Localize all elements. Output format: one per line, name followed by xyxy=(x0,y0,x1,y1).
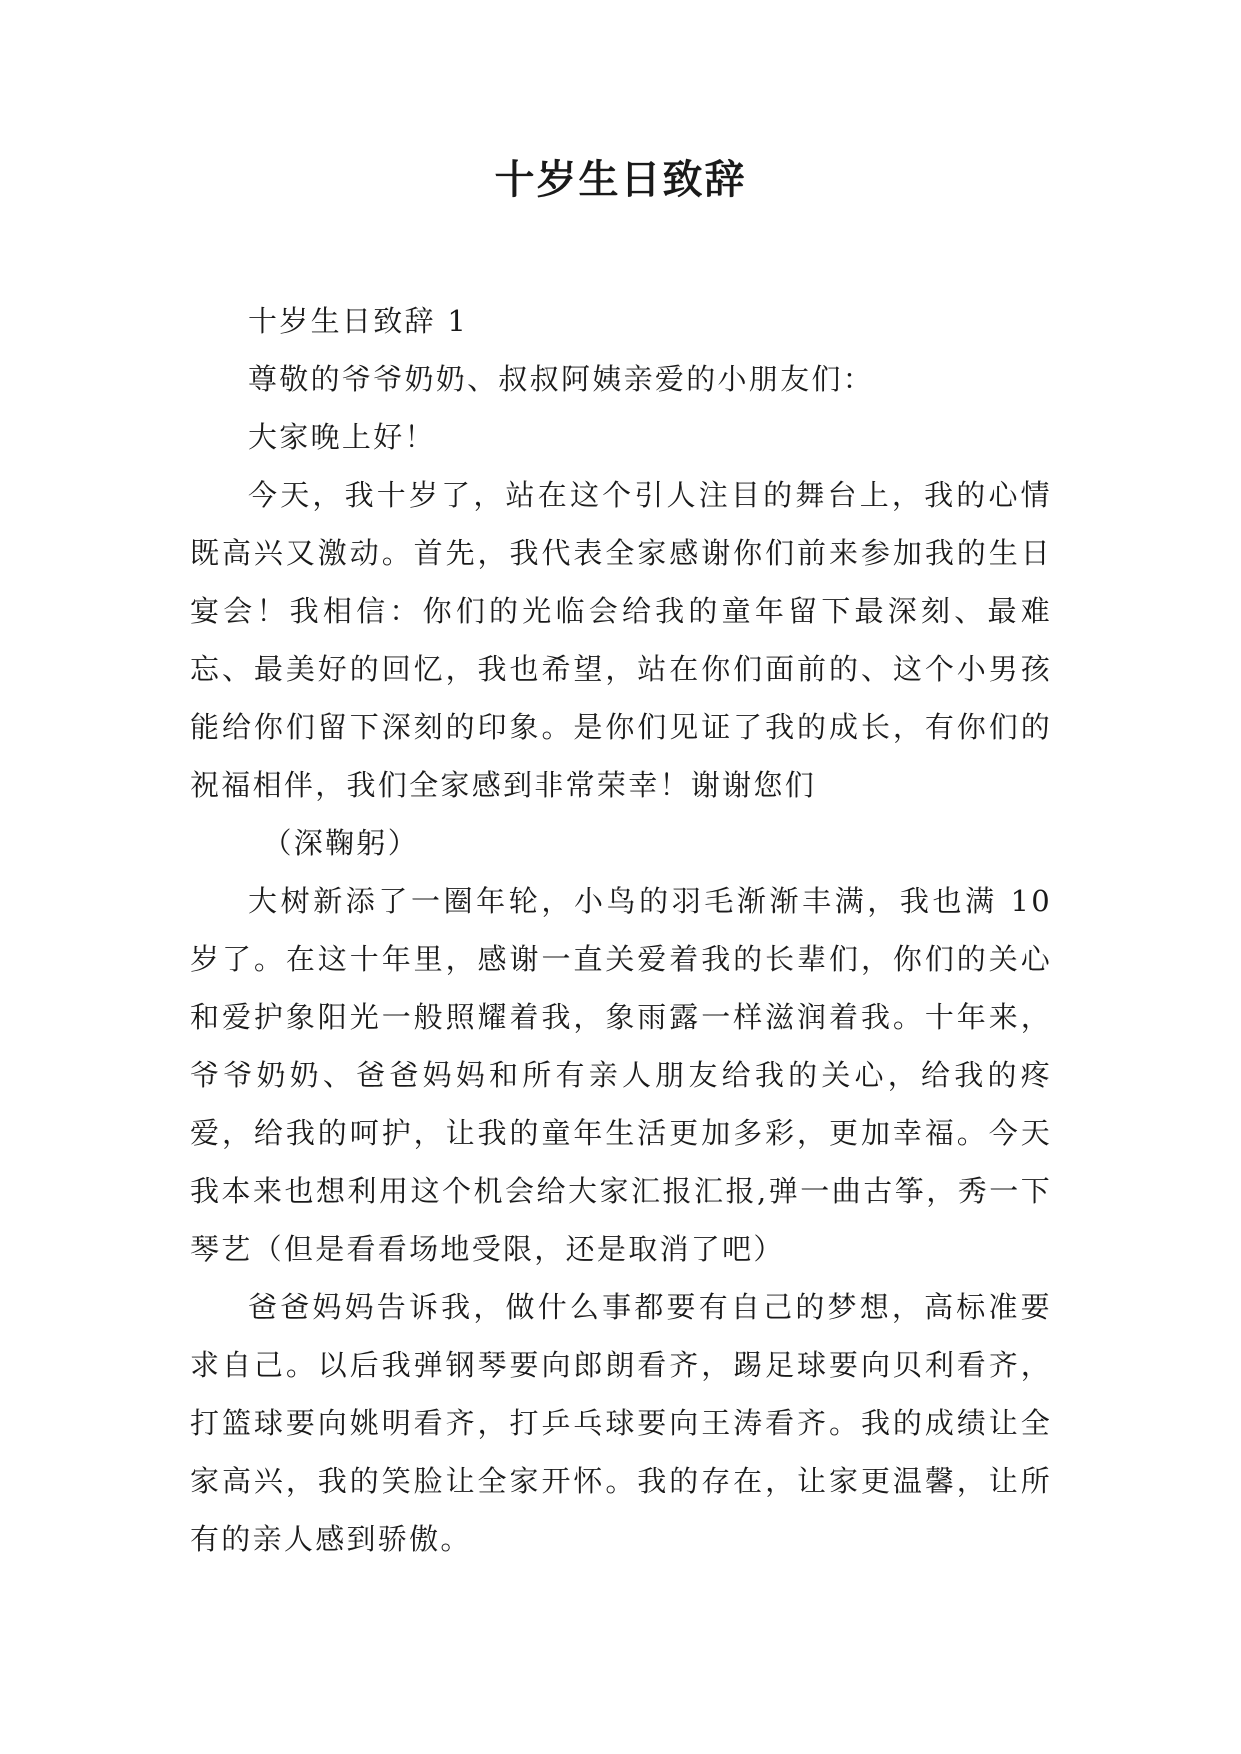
section-heading: 十岁生日致辞 1 xyxy=(248,304,469,338)
stage-direction: （深鞠躬） xyxy=(262,826,420,860)
greeting: 大家晚上好！ xyxy=(248,420,436,454)
document-body xyxy=(190,292,1052,1568)
paragraph-gratitude: 大树新添了一圈年轮，小鸟的羽毛渐渐丰满，我也满 10 岁了。在这十年里，感谢一直关爱着我的长辈们，你们的关心和爱护象阳光一般照耀着我，象雨露一样滋润着我。十年来，爷爷奶奶、爸爸妈妈和所有亲人朋友给我的关心，给我的疼爱，给我的呵护，让我的童年生活更加多彩，更加幸福。今天我本来也想利用这个机会给大家汇报汇报,弹一曲古筝，秀一下琴艺（但是看看场地受限，还是取消了吧） xyxy=(190,884,1052,1266)
salutation: 尊敬的爷爷奶奶、叔叔阿姨亲爱的小朋友们： xyxy=(248,362,875,396)
paragraph-opening: 今天，我十岁了，站在这个引人注目的舞台上，我的心情既高兴又激动。首先，我代表全家感谢你们前来参加我的生日宴会！我相信：你们的光临会给我的童年留下最深刻、最难忘、最美好的回忆，我也希望，站在你们面前的、这个小男孩能给你们留下深刻的印象。是你们见证了我的成长，有你们的祝福相伴，我们全家感到非常荣幸！谢谢您们 xyxy=(190,478,1052,802)
paragraph-dreams: 爸爸妈妈告诉我，做什么事都要有自己的梦想，高标准要求自己。以后我弹钢琴要向郎朗看齐，踢足球要向贝利看齐，打篮球要向姚明看齐，打乒乓球要向王涛看齐。我的成绩让全家高兴，我的笑脸让全家开怀。我的存在，让家更温馨，让所有的亲人感到骄傲。 xyxy=(190,1290,1052,1556)
document-title: 十岁生日致辞 xyxy=(494,156,747,203)
